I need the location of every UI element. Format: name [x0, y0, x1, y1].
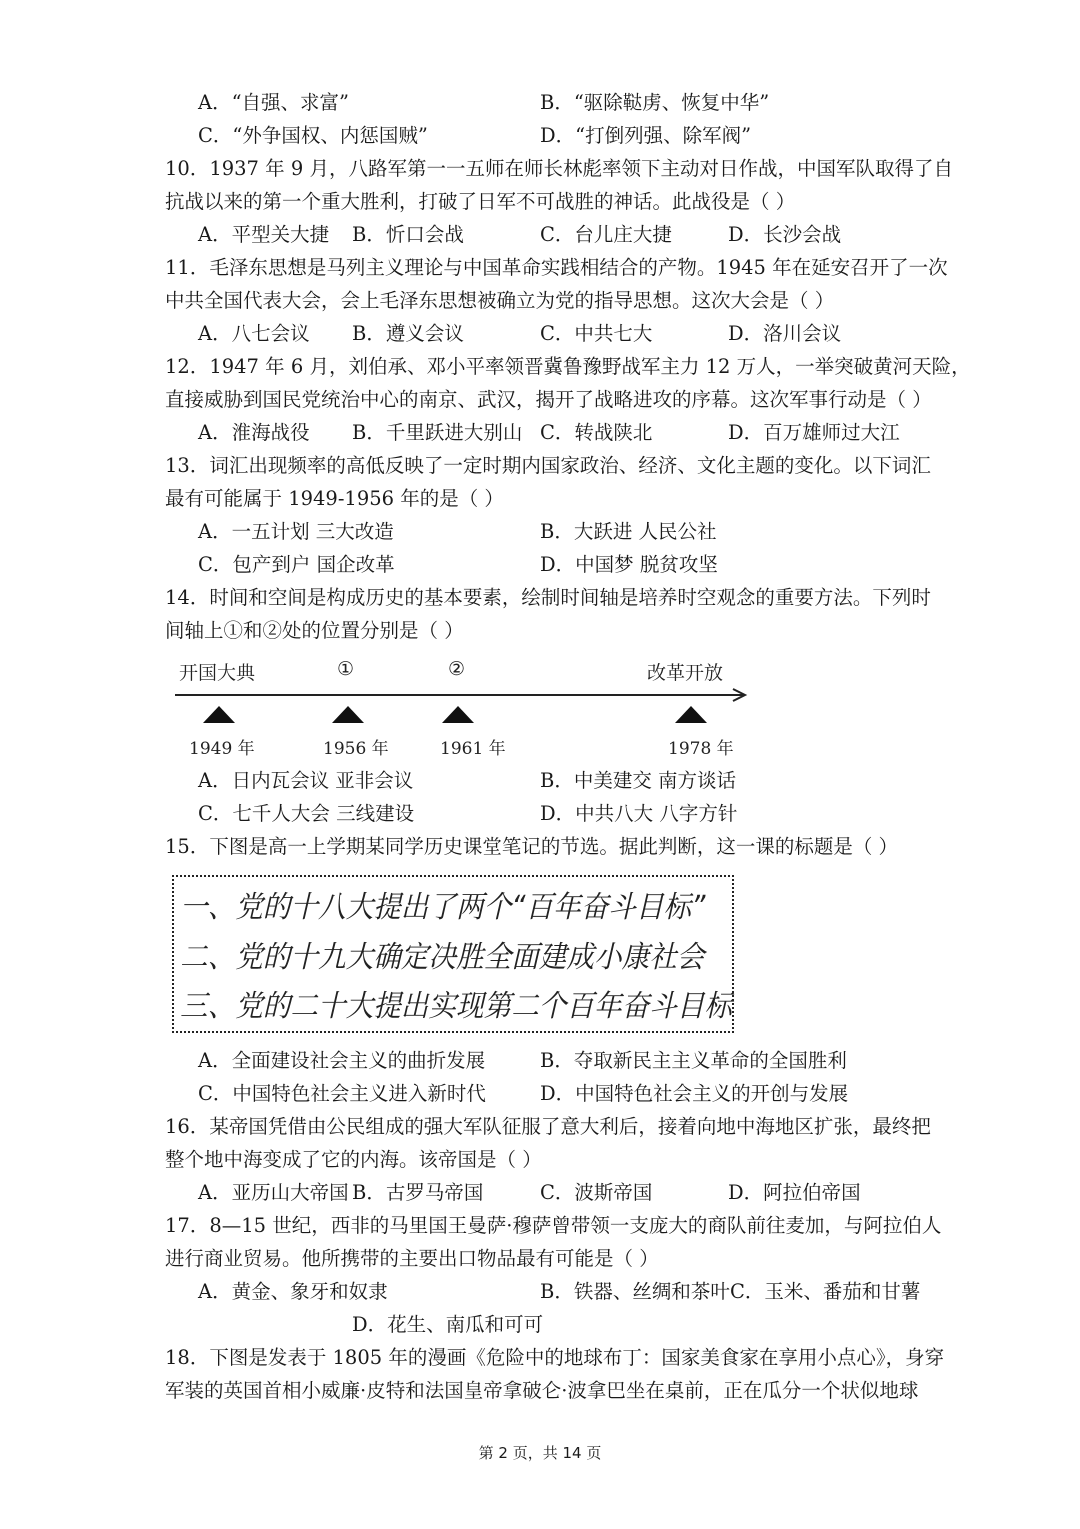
q16-stem-line1: 16．某帝国凭借由公民组成的强大军队征服了意大利后，接着向地中海地区扩张，最终把: [165, 1115, 931, 1138]
q13-option-c: C．包产到户 国企改革: [198, 553, 395, 576]
q13-stem-line1: 13．词汇出现频率的高低反映了一定时期内国家政治、经济、文化主题的变化。以下词汇: [165, 454, 931, 477]
q12-option-c: C．转战陕北: [540, 421, 653, 444]
q14-stem-line2: 间轴上①和②处的位置分别是（ ）: [165, 619, 464, 642]
q10-option-c: C．台儿庄大捷: [540, 223, 672, 246]
q15-option-d: D．中国特色社会主义的开创与发展: [540, 1082, 849, 1105]
q9-option-a: A．“自强、求富”: [198, 91, 350, 114]
timeline-year-4: 1978 年: [668, 739, 734, 759]
q17-option-d: D．花生、南瓜和可可: [352, 1313, 544, 1336]
q17-option-b: B．铁器、丝绸和茶叶: [540, 1280, 730, 1303]
q17-stem-line2: 进行商业贸易。他所携带的主要出口物品最有可能是（ ）: [165, 1247, 659, 1270]
q16-option-c: C．波斯帝国: [540, 1181, 653, 1204]
timeline-marker-1949: [203, 706, 235, 723]
q17-option-a: A．黄金、象牙和奴隶: [198, 1280, 388, 1303]
timeline-year-1: 1949 年: [189, 739, 255, 759]
q12-stem-line2: 直接威胁到国民党统治中心的南京、武汉，揭开了战略进攻的序幕。这次军事行动是（ ）: [165, 388, 932, 411]
q16-option-b: B．古罗马帝国: [352, 1181, 484, 1204]
q15-stem: 15．下图是高一上学期某同学历史课堂笔记的节选。据此判断，这一课的标题是（ ）: [165, 835, 899, 858]
q11-option-c: C．中共七大: [540, 322, 653, 345]
page-footer: 第 2 页，共 14 页: [478, 1444, 602, 1462]
note-line-2: 二、党的十九大确定决胜全面建成小康社会: [180, 940, 705, 975]
handwritten-notes: [172, 875, 734, 1033]
q15-option-a: A．全面建设社会主义的曲折发展: [198, 1049, 486, 1072]
q9-option-c: C．“外争国权、内惩国贼”: [198, 124, 428, 147]
q16-stem-line2: 整个地中海变成了它的内海。该帝国是（ ）: [165, 1148, 542, 1171]
q14-option-d: D．中共八大 八字方针: [540, 802, 738, 825]
timeline-label-1: 开国大典: [179, 662, 256, 684]
timeline-marker-1956: [332, 706, 364, 723]
q14-option-c: C．七千人大会 三线建设: [198, 802, 415, 825]
q12-option-b: B．千里跃进大别山: [352, 421, 523, 444]
q18-stem-line2: 军装的英国首相小威廉·皮特和法国皇帝拿破仑·波拿巴坐在桌前，正在瓜分一个状似地球: [165, 1379, 919, 1402]
q13-stem-line2: 最有可能属于 1949-1956 年的是（ ）: [165, 487, 504, 510]
q12-option-a: A．淮海战役: [198, 421, 310, 444]
q14-option-b: B．中美建交 南方谈话: [540, 769, 737, 792]
timeline: [165, 654, 765, 764]
q11-option-d: D．洛川会议: [728, 322, 842, 345]
timeline-label-2: ①: [337, 658, 355, 680]
q16-option-d: D．阿拉伯帝国: [728, 1181, 861, 1204]
q10-stem-line1: 10．1937 年 9 月，八路军第一一五师在师长林彪率领下主动对日作战，中国军队取得了自: [165, 157, 953, 180]
q9-option-d: D．“打倒列强、除军阀”: [540, 124, 752, 147]
q17-option-c: C．玉米、番茄和甘薯: [730, 1280, 921, 1303]
q13-option-a: A．一五计划 三大改造: [198, 520, 394, 543]
q10-stem-line2: 抗战以来的第一个重大胜利，打破了日军不可战胜的神话。此战役是（ ）: [165, 190, 796, 213]
q9-option-b: B．“驱除鞑虏、恢复中华”: [540, 91, 770, 114]
q13-option-d: D．中国梦 脱贫攻坚: [540, 553, 718, 576]
note-line-3: 三、党的二十大提出实现第二个百年奋斗目标: [180, 989, 732, 1024]
q14-stem-line1: 14．时间和空间是构成历史的基本要素，绘制时间轴是培养时空观念的重要方法。下列时: [165, 586, 931, 609]
q14-option-a: A．日内瓦会议 亚非会议: [198, 769, 414, 792]
timeline-marker-1961: [442, 706, 474, 723]
timeline-marker-1978: [675, 706, 707, 723]
note-line-1: 一、党的十八大提出了两个“百年奋斗目标”: [180, 890, 706, 925]
q12-stem-line1: 12．1947 年 6 月，刘伯承、邓小平率领晋冀鲁豫野战军主力 12 万人，一举突破黄河天险，: [165, 355, 971, 378]
q10-option-b: B．忻口会战: [352, 223, 464, 246]
q17-stem-line1: 17．8—15 世纪，西非的马里国王曼萨·穆萨曾带领一支庞大的商队前往麦加，与阿拉伯人: [165, 1214, 942, 1237]
q10-option-d: D．长沙会战: [728, 223, 842, 246]
q12-option-d: D．百万雄师过大江: [728, 421, 900, 444]
q11-option-a: A．八七会议: [198, 322, 310, 345]
q15-option-b: B．夺取新民主主义革命的全国胜利: [540, 1049, 847, 1072]
q11-stem-line1: 11．毛泽东思想是马列主义理论与中国革命实践相结合的产物。1945 年在延安召开了一次: [165, 256, 948, 279]
q10-option-a: A．平型关大捷: [198, 223, 330, 246]
timeline-label-4: 改革开放: [647, 662, 724, 684]
timeline-label-3: ②: [448, 658, 466, 680]
q18-stem-line1: 18．下图是发表于 1805 年的漫画《危险中的地球布丁：国家美食家在享用小点心》，身穿: [165, 1346, 945, 1369]
q16-option-a: A．亚历山大帝国: [198, 1181, 349, 1204]
q11-option-b: B．遵义会议: [352, 322, 464, 345]
q13-option-b: B．大跃进 人民公社: [540, 520, 717, 543]
timeline-year-3: 1961 年: [440, 739, 506, 759]
q11-stem-line2: 中共全国代表大会，会上毛泽东思想被确立为党的指导思想。这次大会是（ ）: [165, 289, 835, 312]
q15-option-c: C．中国特色社会主义进入新时代: [198, 1082, 486, 1105]
timeline-year-2: 1956 年: [323, 739, 389, 759]
